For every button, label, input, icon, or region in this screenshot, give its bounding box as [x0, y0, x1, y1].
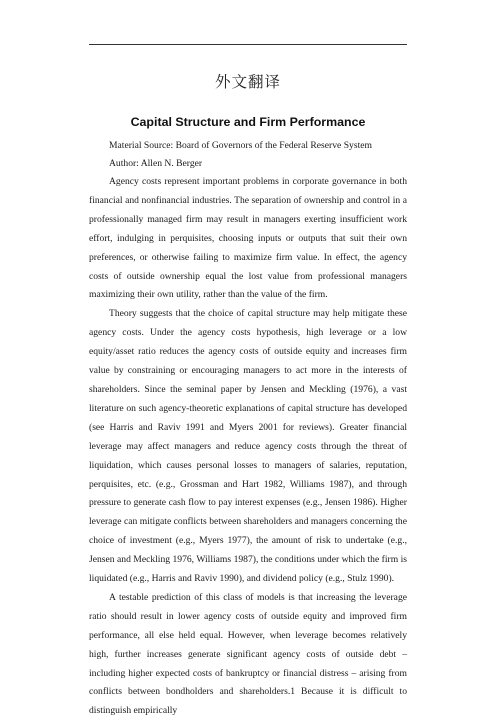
document-title: Capital Structure and Firm Performance — [130, 115, 366, 129]
material-source: Material Source: Board of Governors of the Federal Reserve System — [109, 140, 372, 151]
header-rule — [89, 44, 407, 45]
paragraph: Theory suggests that the choice of capital structure may help mitigate these agency costs. Under the agency costs hypothesis, high leverage or a low equity/asset ratio reduces the agency costs of outside equity and increases firm value by constraining or encouraging managers to act more in the interests of shareholders. Since the seminal paper by Jensen and Meckling (1976), a vast literature on such agency-theoretic explanations of capital structure has developed (see Harris and Raviv 1991 and Myers 2001 for reviews). Greater financial leverage may affect managers and reduce agency costs through the threat of liquidation, which causes personal losses to managers of salaries, reputation, perquisites, etc. (e.g., Grossman and Hart 1982, Williams 1987), and through pressure to generate cash flow to pay interest expenses (e.g., Jensen 1986). Higher leverage can mitigate conflicts between shareholders and managers concerning the choice of investment (e.g., Myers 1977), the amount of risk to undertake (e.g., Jensen and Meckling 1976, Williams 1987), the conditions under which the firm is liquidated (e.g., Harris and Raviv 1990), and dividend policy (e.g., Stulz 1990). — [89, 308, 407, 585]
chinese-title: 外文翻译 — [214, 73, 281, 91]
paragraph: Agency costs represent important problems in corporate governance in both financial and nonfinancial industries. The separation of ownership and control in a professionally managed firm may result in managers exerting insufficient work effort, indulging in perquisites, choosing inputs or outputs that suit their own preferences, or otherwise failing to maximize firm value. In effect, the agency costs of outside ownership equal the lost value from professional managers maximizing their own utility, rather than the value of the firm. — [89, 176, 407, 301]
body-text — [89, 173, 407, 721]
author-line: Author: Allen N. Berger — [109, 158, 203, 169]
paragraph: A testable prediction of this class of models is that increasing the leverage ratio should result in lower agency costs of outside equity and improved firm performance, all else held equal. However, when leverage becomes relatively high, further increases generate significant agency costs of outside debt – including higher expected costs of bankruptcy or financial distress – arising from conflicts between bondholders and shareholders.1 Because it is difficult to distinguish empirically — [89, 591, 407, 717]
